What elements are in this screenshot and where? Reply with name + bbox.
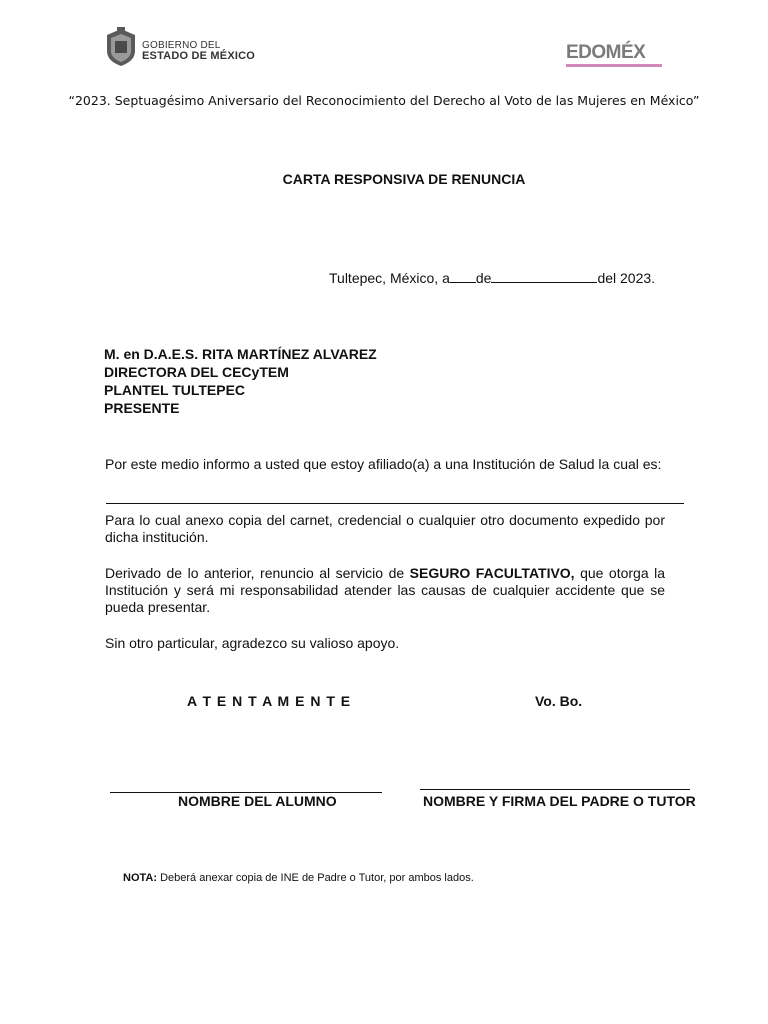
gobierno-text: [142, 40, 255, 62]
motto-line: “2023. Septuagésimo Aniversario del Reconocimiento del Derecho al Voto de las Mujeres en México”: [68, 93, 700, 108]
date-de: de: [475, 270, 492, 286]
paragraph-2: Para lo cual anexo copia del carnet, credencial o cualquier otro documento expedido por dicha institución.: [105, 512, 665, 545]
state-seal-icon: [104, 27, 138, 67]
nota-label: NOTA:: [123, 872, 158, 884]
month-blank: [491, 270, 597, 283]
edomex-logo: [566, 42, 666, 68]
institution-blank-line: [106, 503, 684, 504]
parent-signature-line: [420, 789, 690, 790]
paragraph-3: [105, 565, 665, 616]
addressee-presente: PRESENTE: [104, 400, 180, 416]
addressee-name: M. en D.A.E.S. RITA MARTÍNEZ ALVAREZ: [104, 346, 377, 362]
date-del: del 2023.: [597, 270, 656, 286]
p3-before: Derivado de lo anterior, renuncio al servicio de: [105, 565, 405, 581]
place-date-line: [329, 270, 655, 286]
edomex-tagline-bar: [566, 64, 662, 67]
vobo-label: Vo. Bo.: [535, 693, 583, 709]
atentamente-label: A T E N T A M E N T E: [187, 693, 352, 709]
gov-line-1: GOBIERNO DEL: [142, 40, 221, 51]
edomex-wordmark: EDOMÉX: [566, 42, 646, 63]
addressee-campus: PLANTEL TULTEPEC: [104, 382, 246, 398]
date-prefix: Tultepec, México, a: [329, 270, 450, 286]
nota-text: Deberá anexar copia de INE de Padre o Tutor, por ambos lados.: [160, 872, 474, 884]
student-name-label: NOMBRE DEL ALUMNO: [178, 793, 337, 809]
addressee-role: DIRECTORA DEL CECyTEM: [104, 364, 289, 380]
day-blank: [450, 270, 476, 283]
gobierno-logo: [104, 27, 264, 69]
nota-line: [123, 872, 474, 884]
gov-line-2: ESTADO DE MÉXICO: [142, 50, 256, 62]
document-title: CARTA RESPONSIVA DE RENUNCIA: [282, 171, 526, 187]
p3-after: que otorga la Institución y será mi responsabilidad atender las causas de cualquier accidente que se pueda presentar.: [105, 565, 666, 615]
paragraph-4: Sin otro particular, agradezco su valioso apoyo.: [105, 635, 400, 651]
p3-bold: SEGURO FACULTATIVO,: [409, 565, 575, 581]
paragraph-1: Por este medio informo a usted que estoy afiliado(a) a una Institución de Salud la cual es:: [105, 456, 662, 472]
parent-name-label: NOMBRE Y FIRMA DEL PADRE O TUTOR: [423, 793, 696, 809]
